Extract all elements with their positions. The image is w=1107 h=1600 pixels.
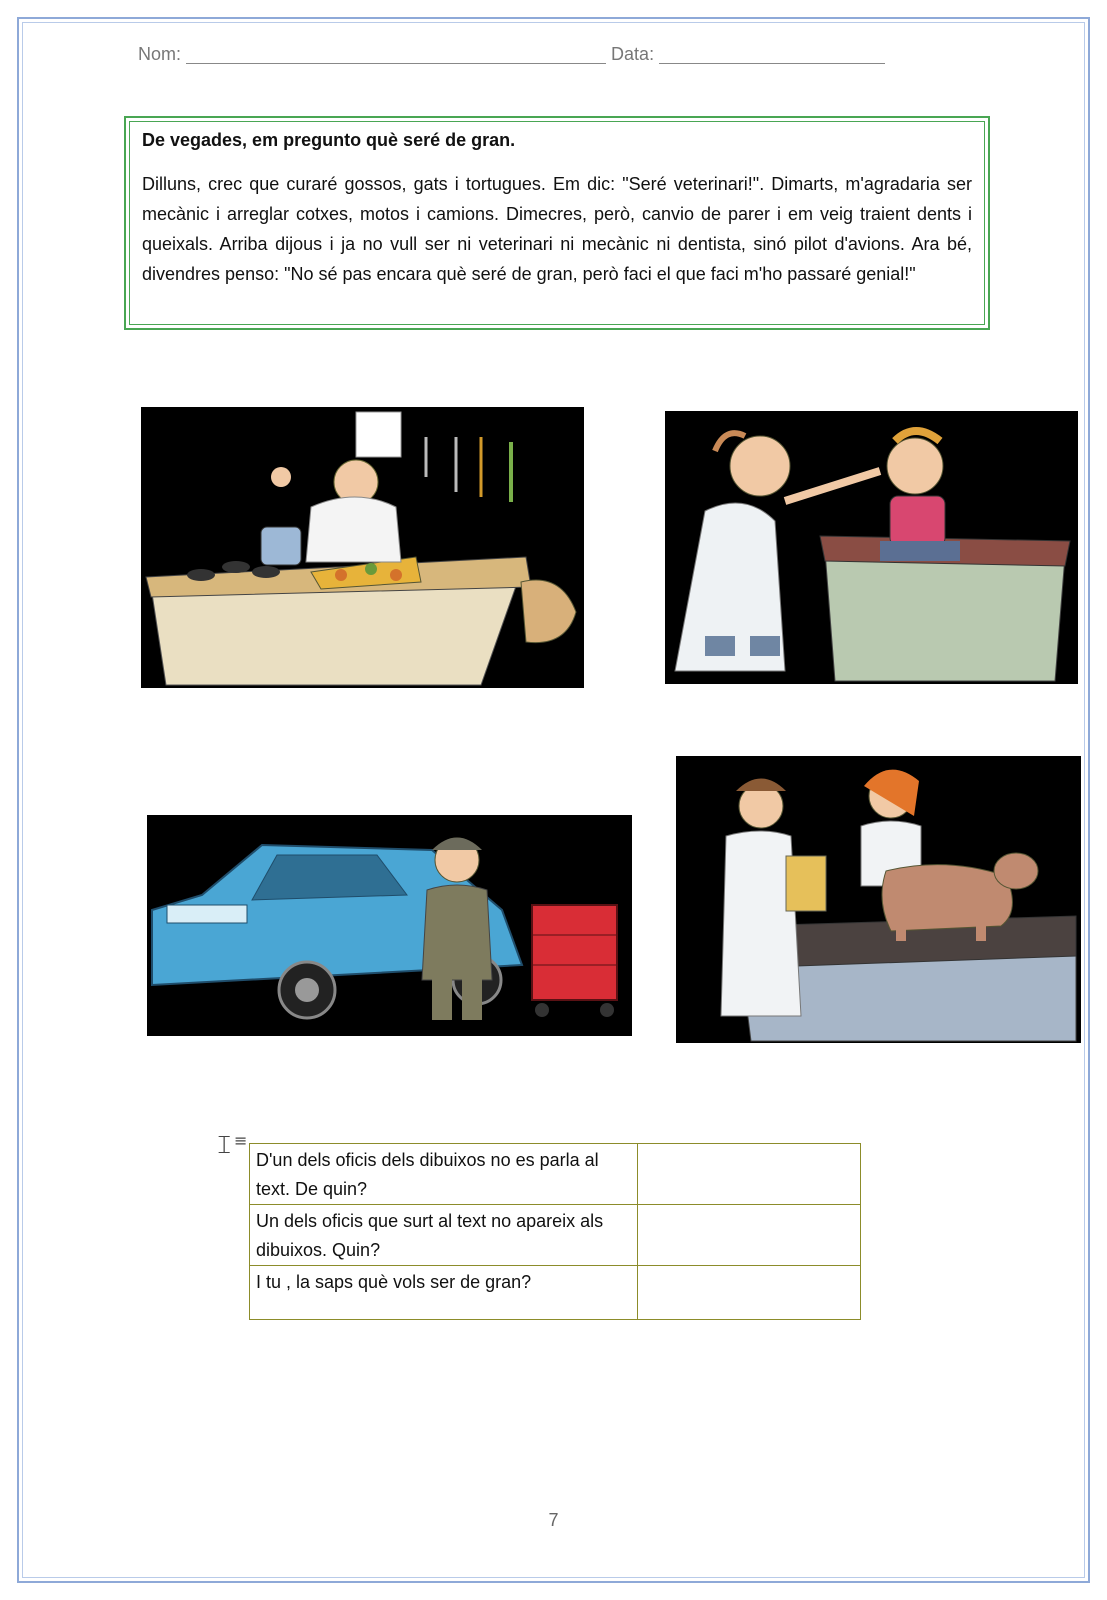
question-cell: Un dels oficis que surt al text no apareix als dibuixos. Quin? [250, 1205, 638, 1266]
name-label: Nom: [138, 44, 182, 64]
date-blank[interactable] [659, 45, 885, 64]
table-row [250, 1205, 861, 1266]
answer-cell[interactable] [638, 1266, 861, 1320]
reading-text: Dilluns, crec que curaré gossos, gats i tortugues. Em dic: "Seré veterinari!". Dimarts, m'agradaria ser mecànic i arreglar cotxes, motos i camions. Dimecres, però, canvio de parer i em veig traient dents i queixals. Arriba dijous i ja no vull ser ni veterinari ni mecànic ni dentista, sinó pilot d'avions. Ara bé, divendres penso: "No sé pas encara què seré de gran, però faci el que faci m'ho passaré genial!" [142, 174, 972, 284]
paragraph-mark-icon: ≡ [234, 1131, 248, 1150]
question-cell: D'un dels oficis dels dibuixos no es parla al text. De quin? [250, 1144, 638, 1205]
name-blank[interactable] [186, 45, 606, 64]
reading-box [124, 116, 990, 330]
answer-cell[interactable] [638, 1144, 861, 1205]
header-line [138, 44, 885, 65]
table-row [250, 1144, 861, 1205]
reading-title: De vegades, em pregunto què seré de gran. [142, 130, 516, 150]
vet-illustration [676, 756, 1081, 1043]
mechanic-illustration [147, 815, 632, 1036]
date-label: Data: [611, 44, 655, 64]
table-row [250, 1266, 861, 1320]
page-number: 7 [548, 1510, 559, 1530]
answer-cell[interactable] [638, 1205, 861, 1266]
questions-table [249, 1143, 861, 1320]
text-cursor-icon: 𝙸 [215, 1130, 234, 1160]
dentist-illustration [665, 411, 1078, 684]
chef-illustration [141, 407, 584, 688]
reading-box-inner [129, 121, 985, 325]
question-cell: I tu , la saps què vols ser de gran? [250, 1266, 638, 1320]
